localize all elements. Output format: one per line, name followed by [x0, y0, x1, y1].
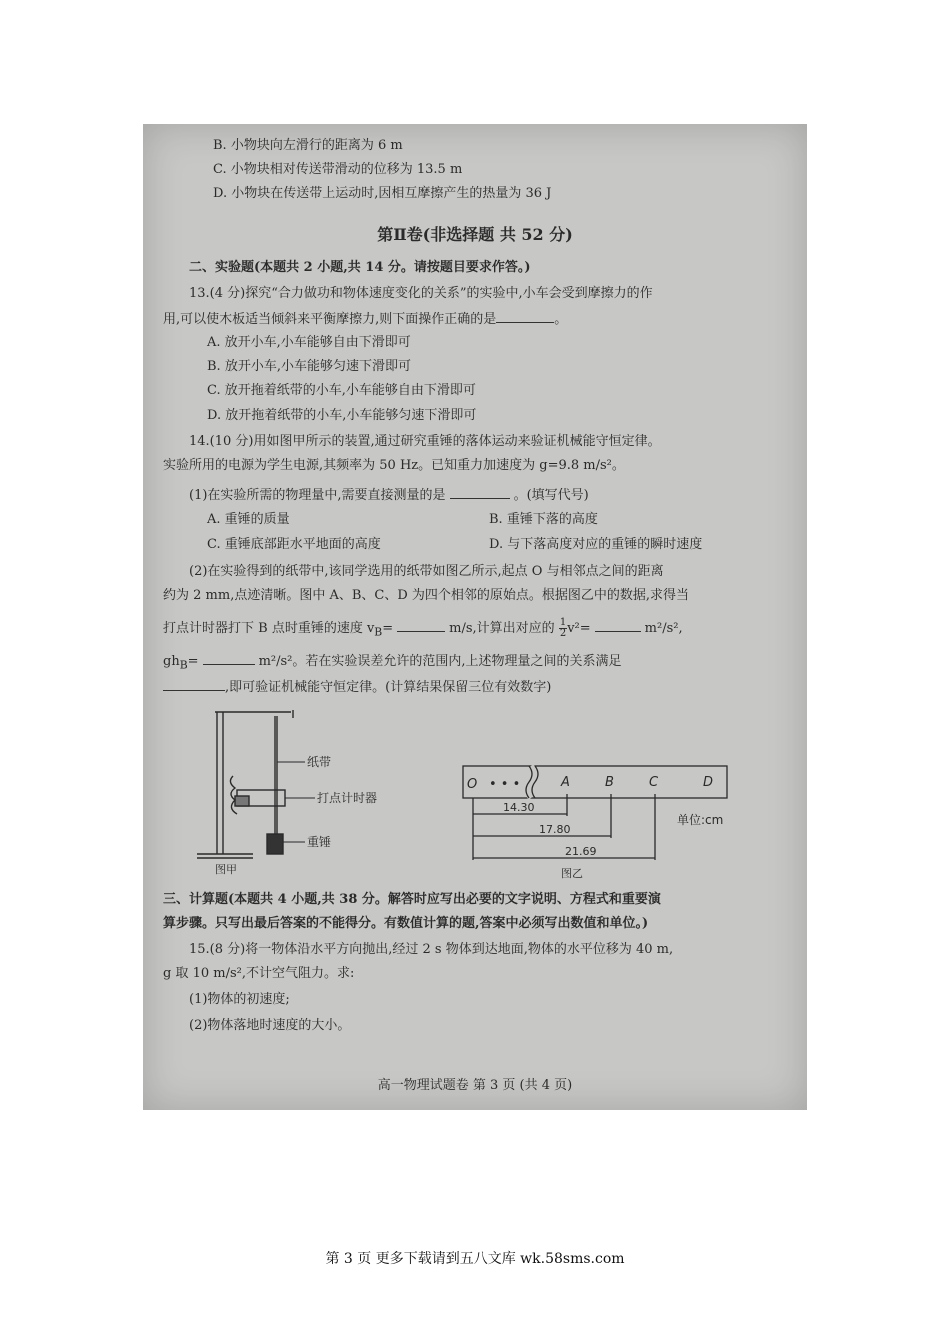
caption-yi: 图乙	[561, 867, 583, 880]
q14-option-a: A. 重锤的质量	[207, 512, 290, 527]
vb-unit-text: m/s,计算出对应的	[449, 621, 555, 636]
q13-option-d: D. 放开拖着纸带的小车,小车能够匀速下滑即可	[207, 408, 477, 423]
q14-option-c: C. 重锤底部距水平地面的高度	[207, 537, 381, 552]
label-weight: 重锤	[307, 835, 332, 849]
caption-jia: 图甲	[215, 863, 237, 876]
q15-part-1: (1)物体的初速度;	[189, 992, 290, 1007]
v-squared: v²	[567, 621, 580, 636]
ghb-rest: m²/s²。若在实验误差允许的范围内,上述物理量之间的关系满足	[258, 654, 622, 669]
q14-option-d: D. 与下落高度对应的重锤的瞬时速度	[489, 537, 703, 552]
relation-text: ,即可验证机械能守恒定律。(计算结果保留三位有效数字)	[225, 680, 552, 695]
point-b: B	[605, 775, 614, 790]
q13-option-b: B. 放开小车,小车能够匀速下滑即可	[207, 359, 411, 374]
q14-part-1-end: 。(填写代号)	[513, 488, 589, 503]
point-o: O	[467, 777, 478, 792]
distance-oc: 21.69	[565, 845, 597, 858]
relation-blank	[163, 678, 225, 691]
point-d: D	[703, 775, 714, 790]
distance-oa: 14.30	[503, 801, 535, 814]
q13-stem-end: 。	[554, 312, 568, 327]
part-2-heading: 二、实验题(本题共 2 小题,共 14 分。请按题目要求作答。)	[189, 260, 531, 275]
point-c: C	[649, 775, 659, 790]
q15-line-1: 15.(8 分)将一物体沿水平方向抛出,经过 2 s 物体到达地面,物体的水平位移为 40 m,	[189, 942, 674, 957]
scan-page-footer: 高一物理试题卷 第 3 页 (共 4 页)	[377, 1078, 573, 1093]
vb-blank	[397, 619, 445, 632]
q14-part-1-blank	[450, 486, 510, 499]
q14-option-b: B. 重锤下落的高度	[489, 512, 598, 527]
q14-part-2-line-4	[163, 652, 622, 674]
vb-equals: =	[382, 621, 394, 636]
q13-option-a: A. 放开小车,小车能够自由下滑即可	[207, 335, 411, 350]
q13-line-2	[163, 310, 567, 328]
distance-ob: 17.80	[539, 823, 571, 836]
part-3-heading-2: 算步骤。只写出最后答案的不能得分。有数值计算的题,答案中必须写出数值和单位。)	[163, 916, 649, 931]
q14-part-1	[189, 486, 589, 504]
q12-option-c: C. 小物块相对传送带滑动的位移为 13.5 m	[213, 162, 463, 177]
q13-stem: 用,可以使木板适当倾斜来平衡摩擦力,则下面操作正确的是	[163, 312, 497, 327]
label-timer: 打点计时器	[317, 791, 378, 805]
ghb-equals: =	[187, 654, 199, 669]
point-a: A	[561, 775, 570, 790]
ghb-text: gh	[163, 654, 180, 669]
ghb-blank	[203, 652, 255, 665]
q14-part-1-stem: (1)在实验所需的物理量中,需要直接测量的是	[189, 488, 446, 503]
unit-label: 单位:cm	[677, 813, 724, 827]
q14-part-2-line-3	[163, 618, 683, 644]
q12-option-b: B. 小物块向左滑行的距离为 6 m	[213, 138, 403, 153]
tape-dots: • • •	[489, 777, 521, 792]
q15-line-2: g 取 10 m/s²,不计空气阻力。求:	[163, 966, 355, 981]
q14-line-2: 实验所用的电源为学生电源,其频率为 50 Hz。已知重力加速度为 g=9.8 m/s²。	[163, 458, 625, 473]
ke-blank	[595, 619, 641, 632]
label-tape: 纸带	[307, 755, 332, 769]
q14-part-2-line-5	[163, 678, 551, 696]
part-3-heading-1: 三、计算题(本题共 4 小题,共 38 分。解答时应写出必要的文字说明、方程式和重要演	[163, 892, 661, 907]
section-2-title: 第Ⅱ卷(非选择题 共 52 分)	[377, 225, 573, 244]
q15-part-2: (2)物体落地时速度的大小。	[189, 1018, 351, 1033]
ke-unit: m²/s²,	[644, 621, 683, 636]
ke-equals: =	[579, 621, 591, 636]
vb-subscript: B	[374, 625, 383, 639]
q13-option-c: C. 放开拖着纸带的小车,小车能够自由下滑即可	[207, 383, 476, 398]
vb-text: 打点计时器打下 B 点时重锤的速度 v	[163, 621, 375, 636]
q14-part-2-line-1: (2)在实验得到的纸带中,该同学选用的纸带如图乙所示,起点 O 与相邻点之间的距离	[189, 564, 664, 579]
figure-jia-apparatus	[183, 704, 383, 876]
one-half-fraction: $\frac{1}{2}$	[559, 617, 567, 639]
q13-answer-blank	[496, 310, 554, 323]
download-footer: 第 3 页 更多下载请到五八文库 wk.58sms.com	[325, 1251, 625, 1267]
q12-option-d: D. 小物块在传送带上运动时,因相互摩擦产生的热量为 36 J	[213, 186, 552, 201]
q13-line-1: 13.(4 分)探究“合力做功和物体速度变化的关系”的实验中,小车会受到摩擦力的作	[189, 286, 653, 301]
scanned-exam-page	[143, 124, 807, 1110]
ghb-subscript: B	[179, 658, 188, 672]
q14-part-2-line-2: 约为 2 mm,点迹清晰。图中 A、B、C、D 为四个相邻的原始点。根据图乙中的数据,求得当	[163, 588, 690, 603]
q14-line-1: 14.(10 分)用如图甲所示的装置,通过研究重锤的落体运动来验证机械能守恒定律。	[189, 434, 661, 449]
figure-yi-tape	[453, 756, 743, 880]
